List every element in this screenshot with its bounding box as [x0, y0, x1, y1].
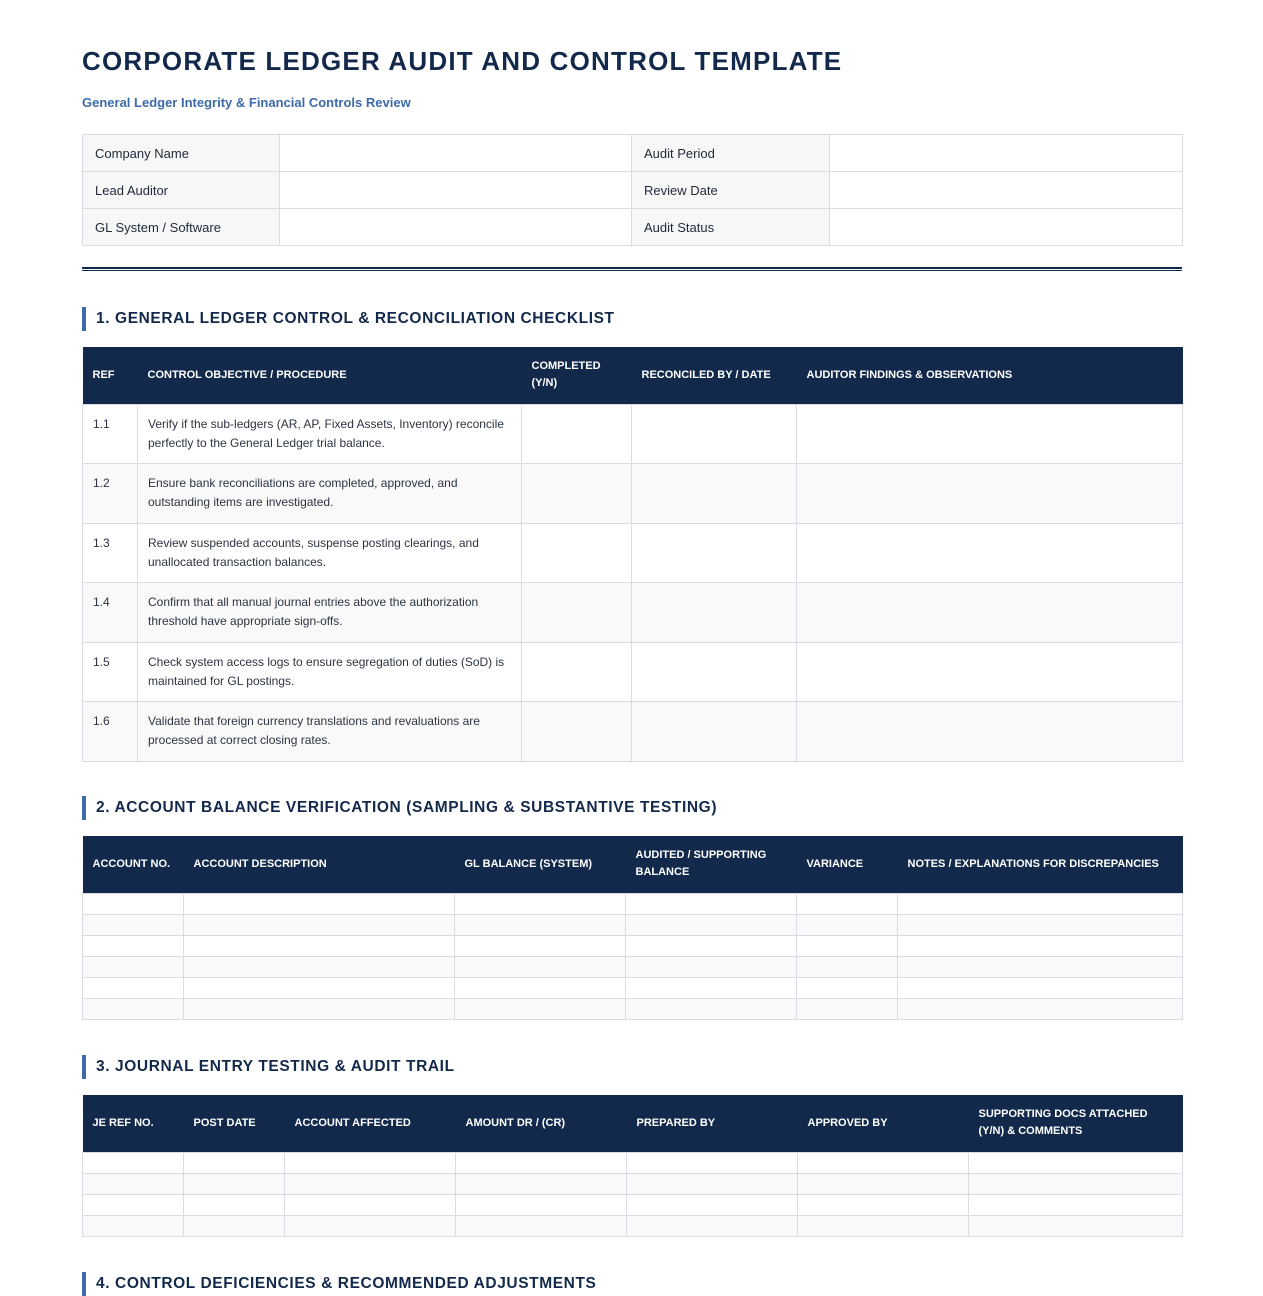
findings-cell[interactable] [797, 583, 1183, 643]
info-row [83, 209, 1183, 246]
table-cell[interactable] [798, 1152, 969, 1173]
document-subtitle: General Ledger Integrity & Financial Controls Review [82, 95, 411, 110]
table-row [83, 893, 1183, 914]
audit-period-label: Audit Period [632, 135, 830, 172]
table-cell[interactable] [83, 1152, 184, 1173]
audit-status-field[interactable] [830, 209, 1183, 246]
table-cell[interactable] [455, 914, 626, 935]
table-cell[interactable] [798, 1194, 969, 1215]
ref-cell: 1.1 [83, 404, 138, 464]
table-row [83, 914, 1183, 935]
table-cell[interactable] [798, 1173, 969, 1194]
column-header-supporting-docs: SUPPORTING DOCS ATTACHED (Y/N) & COMMENTS [969, 1095, 1183, 1152]
audit-status-label: Audit Status [632, 209, 830, 246]
table-row [83, 1194, 1183, 1215]
table-row [83, 1152, 1183, 1173]
table-cell[interactable] [184, 914, 455, 935]
company-name-field[interactable] [280, 135, 632, 172]
table-cell[interactable] [456, 1194, 627, 1215]
table-cell[interactable] [184, 977, 455, 998]
table-cell[interactable] [898, 935, 1183, 956]
table-cell[interactable] [798, 1215, 969, 1236]
table-cell[interactable] [83, 998, 184, 1019]
table-cell[interactable] [455, 977, 626, 998]
info-row [83, 135, 1183, 172]
journal-entry-table [82, 1095, 1183, 1237]
table-cell[interactable] [285, 1215, 456, 1236]
table-cell[interactable] [184, 998, 455, 1019]
table-cell[interactable] [969, 1194, 1183, 1215]
table-cell[interactable] [184, 1215, 285, 1236]
table-row [83, 464, 1183, 524]
table-header-row [83, 1095, 1183, 1152]
table-cell[interactable] [797, 914, 898, 935]
table-cell[interactable] [626, 977, 797, 998]
reconciled-by-cell[interactable] [632, 404, 797, 464]
ref-cell: 1.2 [83, 464, 138, 524]
table-cell[interactable] [83, 893, 184, 914]
completed-cell[interactable] [522, 464, 632, 524]
column-header-account-no: ACCOUNT NO. [83, 836, 184, 893]
document-title: CORPORATE LEDGER AUDIT AND CONTROL TEMPLATE [82, 46, 843, 76]
table-cell[interactable] [797, 998, 898, 1019]
procedure-cell: Check system access logs to ensure segregation of duties (SoD) is maintained for GL postings. [138, 642, 522, 702]
findings-cell[interactable] [797, 702, 1183, 762]
table-row [83, 977, 1183, 998]
table-row [83, 956, 1183, 977]
table-cell[interactable] [83, 1194, 184, 1215]
completed-cell[interactable] [522, 404, 632, 464]
table-cell[interactable] [626, 998, 797, 1019]
column-header-audited-balance: AUDITED / SUPPORTING BALANCE [626, 836, 797, 893]
table-header-row [83, 836, 1183, 893]
table-cell[interactable] [626, 935, 797, 956]
section-4-heading: 4. CONTROL DEFICIENCIES & RECOMMENDED ADJUSTMENTS [82, 1272, 1182, 1296]
table-cell[interactable] [969, 1215, 1183, 1236]
table-cell[interactable] [184, 1173, 285, 1194]
table-cell[interactable] [969, 1173, 1183, 1194]
table-cell[interactable] [455, 998, 626, 1019]
ref-cell: 1.6 [83, 702, 138, 762]
table-cell[interactable] [83, 935, 184, 956]
table-cell[interactable] [285, 1152, 456, 1173]
gl-system-field[interactable] [280, 209, 632, 246]
table-cell[interactable] [898, 977, 1183, 998]
findings-cell[interactable] [797, 642, 1183, 702]
table-cell[interactable] [627, 1215, 798, 1236]
section-3-heading: 3. JOURNAL ENTRY TESTING & AUDIT TRAIL [82, 1055, 1182, 1079]
table-cell[interactable] [83, 1173, 184, 1194]
review-date-label: Review Date [632, 172, 830, 209]
account-balance-table [82, 836, 1183, 1020]
company-name-label: Company Name [83, 135, 280, 172]
procedure-cell: Validate that foreign currency translations and revaluations are processed at correct closing rates. [138, 702, 522, 762]
findings-cell[interactable] [797, 464, 1183, 524]
double-divider [82, 267, 1182, 271]
table-cell[interactable] [626, 893, 797, 914]
reconciled-by-cell[interactable] [632, 523, 797, 583]
table-cell[interactable] [969, 1152, 1183, 1173]
table-cell[interactable] [285, 1173, 456, 1194]
procedure-cell: Review suspended accounts, suspense posting clearings, and unallocated transaction balances. [138, 523, 522, 583]
table-cell[interactable] [627, 1152, 798, 1173]
audit-period-field[interactable] [830, 135, 1183, 172]
findings-cell[interactable] [797, 523, 1183, 583]
lead-auditor-label: Lead Auditor [83, 172, 280, 209]
table-cell[interactable] [797, 935, 898, 956]
section-2-heading: 2. ACCOUNT BALANCE VERIFICATION (SAMPLING & SUBSTANTIVE TESTING) [82, 796, 1182, 820]
table-row [83, 935, 1183, 956]
audit-info-table [82, 134, 1183, 246]
findings-cell[interactable] [797, 404, 1183, 464]
ref-cell: 1.5 [83, 642, 138, 702]
table-cell[interactable] [797, 893, 898, 914]
table-cell[interactable] [455, 893, 626, 914]
table-cell[interactable] [456, 1215, 627, 1236]
gl-system-label: GL System / Software [83, 209, 280, 246]
procedure-cell: Verify if the sub-ledgers (AR, AP, Fixed Assets, Inventory) reconcile perfectly to the General Ledger trial balance. [138, 404, 522, 464]
table-row [83, 1173, 1183, 1194]
table-row [83, 404, 1183, 464]
column-header-je-ref: JE REF NO. [83, 1095, 184, 1152]
column-header-variance: VARIANCE [797, 836, 898, 893]
section-1-heading: 1. GENERAL LEDGER CONTROL & RECONCILIATION CHECKLIST [82, 307, 1182, 331]
column-header-account-description: ACCOUNT DESCRIPTION [184, 836, 455, 893]
table-cell[interactable] [83, 914, 184, 935]
lead-auditor-field[interactable] [280, 172, 632, 209]
table-cell[interactable] [83, 1215, 184, 1236]
reconciled-by-cell[interactable] [632, 642, 797, 702]
column-header-approved-by: APPROVED BY [798, 1095, 969, 1152]
column-header-procedure: CONTROL OBJECTIVE / PROCEDURE [138, 347, 522, 404]
table-header-row [83, 347, 1183, 404]
reconciled-by-cell[interactable] [632, 583, 797, 643]
completed-cell[interactable] [522, 642, 632, 702]
column-header-gl-balance: GL BALANCE (SYSTEM) [455, 836, 626, 893]
procedure-cell: Confirm that all manual journal entries above the authorization threshold have appropriate sign-offs. [138, 583, 522, 643]
table-cell[interactable] [184, 956, 455, 977]
column-header-reconciled-by: RECONCILED BY / DATE [632, 347, 797, 404]
table-cell[interactable] [184, 935, 455, 956]
table-row [83, 1215, 1183, 1236]
column-header-amount: AMOUNT DR / (CR) [456, 1095, 627, 1152]
info-row [83, 172, 1183, 209]
table-cell[interactable] [455, 956, 626, 977]
reconciled-by-cell[interactable] [632, 702, 797, 762]
table-cell[interactable] [898, 956, 1183, 977]
procedure-cell: Ensure bank reconciliations are completed, approved, and outstanding items are investigated. [138, 464, 522, 524]
table-cell[interactable] [83, 977, 184, 998]
review-date-field[interactable] [830, 172, 1183, 209]
column-header-completed: COMPLETED (Y/N) [522, 347, 632, 404]
column-header-post-date: POST DATE [184, 1095, 285, 1152]
completed-cell[interactable] [522, 583, 632, 643]
table-cell[interactable] [898, 914, 1183, 935]
column-header-account-affected: ACCOUNT AFFECTED [285, 1095, 456, 1152]
table-cell[interactable] [184, 1194, 285, 1215]
table-cell[interactable] [455, 935, 626, 956]
table-cell[interactable] [898, 893, 1183, 914]
table-cell[interactable] [184, 1152, 285, 1173]
table-cell[interactable] [184, 893, 455, 914]
column-header-findings: AUDITOR FINDINGS & OBSERVATIONS [797, 347, 1183, 404]
table-cell[interactable] [626, 914, 797, 935]
table-cell[interactable] [797, 977, 898, 998]
table-cell[interactable] [83, 956, 184, 977]
table-row [83, 702, 1183, 762]
column-header-ref: REF [83, 347, 138, 404]
ref-cell: 1.4 [83, 583, 138, 643]
table-cell[interactable] [626, 956, 797, 977]
table-cell[interactable] [285, 1194, 456, 1215]
reconciliation-checklist-table [82, 347, 1183, 762]
table-row [83, 583, 1183, 643]
table-row [83, 998, 1183, 1019]
completed-cell[interactable] [522, 702, 632, 762]
reconciled-by-cell[interactable] [632, 464, 797, 524]
table-row [83, 642, 1183, 702]
table-cell[interactable] [456, 1152, 627, 1173]
table-row [83, 523, 1183, 583]
column-header-notes: NOTES / EXPLANATIONS FOR DISCREPANCIES [898, 836, 1183, 893]
completed-cell[interactable] [522, 523, 632, 583]
column-header-prepared-by: PREPARED BY [627, 1095, 798, 1152]
table-cell[interactable] [627, 1194, 798, 1215]
ref-cell: 1.3 [83, 523, 138, 583]
table-cell[interactable] [797, 956, 898, 977]
table-cell[interactable] [898, 998, 1183, 1019]
table-cell[interactable] [456, 1173, 627, 1194]
table-cell[interactable] [627, 1173, 798, 1194]
